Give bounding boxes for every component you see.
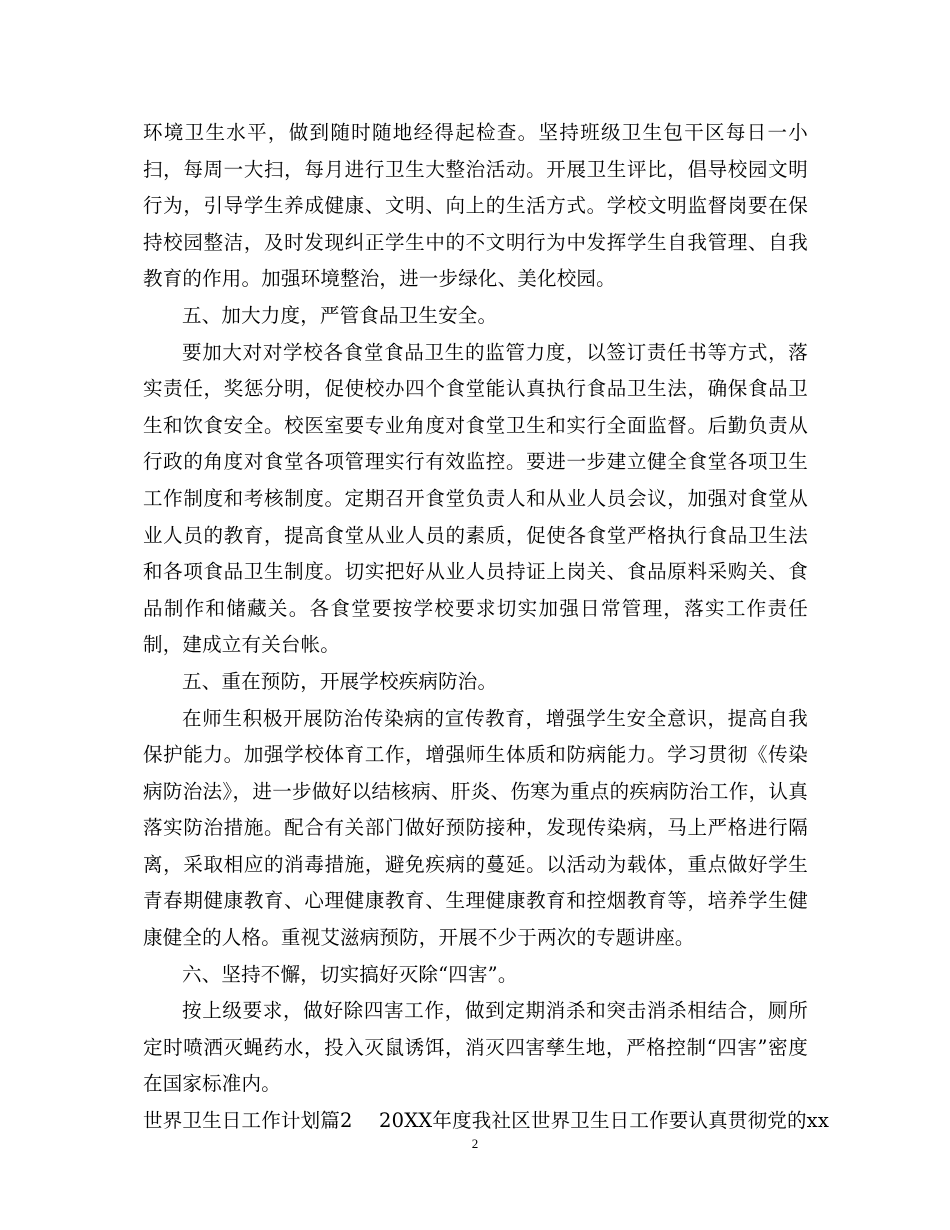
next-section-intro: 20XX年度我社区世界卫生日工作要认真贯彻党的xx xyxy=(379,1109,830,1133)
paragraph-disease-prevention: 在师生积极开展防治传染病的宣传教育，增强学生安全意识，提高自我保护能力。加强学校体育工作，增强师生体质和防病能力。学习贯彻《传染病防治法》，进一步做好以结核病、肝炎、伤寒为重点的疾病防治工作，认真落实防治措施。配合有关部门做好预防接种，发现传染病，马上严格进行隔离，采取相应的消毒措施，避免疾病的蔓延。以活动为载体，重点做好学生青春期健康教育、心理健康教育、生理健康教育和控烟教育等，培养学生健康健全的人格。重视艾滋病预防，开展不少于两次的专题讲座。 xyxy=(143,706,808,950)
next-section-line xyxy=(143,1103,830,1140)
paragraph-environment: 环境卫生水平，做到随时随地经得起检查。坚持班级卫生包干区每日一小扫，每周一大扫，每月进行卫生大整治活动。开展卫生评比，倡导校园文明行为，引导学生养成健康、文明、向上的生活方式。学校文明监督岗要在保持校园整洁，及时发现纠正学生中的不文明行为中发挥学生自我管理、自我教育的作用。加强环境整治，进一步绿化、美化校园。 xyxy=(143,121,808,291)
heading-disease-prevention: 五、重在预防，开展学校疾病防治。 xyxy=(182,669,498,693)
document-body xyxy=(143,115,830,1140)
heading-four-pests: 六、坚持不懈，切实搞好灭除“四害”。 xyxy=(182,962,518,986)
paragraph-four-pests: 按上级要求，做好除四害工作，做到定期消杀和突击消杀相结合，厕所定时喷洒灭蝇药水，投入灭鼠诱饵，消灭四害孳生地，严格控制“四害”密度在国家标准内。 xyxy=(143,999,808,1096)
heading-food-safety: 五、加大力度，严管食品卫生安全。 xyxy=(182,303,498,327)
page-number: 2 xyxy=(471,1136,479,1151)
paragraph-food-safety: 要加大对对学校各食堂食品卫生的监管力度，以签订责任书等方式，落实责任，奖惩分明，促使校办四个食堂能认真执行食品卫生法，确保食品卫生和饮食安全。校医室要专业角度对食堂卫生和实行全面监督。后勤负责从行政的角度对食堂各项管理实行有效监控。要进一步建立健全食堂各项卫生工作制度和考核制度。定期召开食堂负责人和从业人员会议，加强对食堂从业人员的教育，提高食堂从业人员的素质，促使各食堂严格执行食品卫生法和各项食品卫生制度。切实把好从业人员持证上岗关、食品原料采购关、食品制作和储藏关。各食堂要按学校要求切实加强日常管理，落实工作责任制，建成立有关台帐。 xyxy=(143,340,808,657)
next-section-title: 世界卫生日工作计划篇2 xyxy=(143,1109,353,1133)
